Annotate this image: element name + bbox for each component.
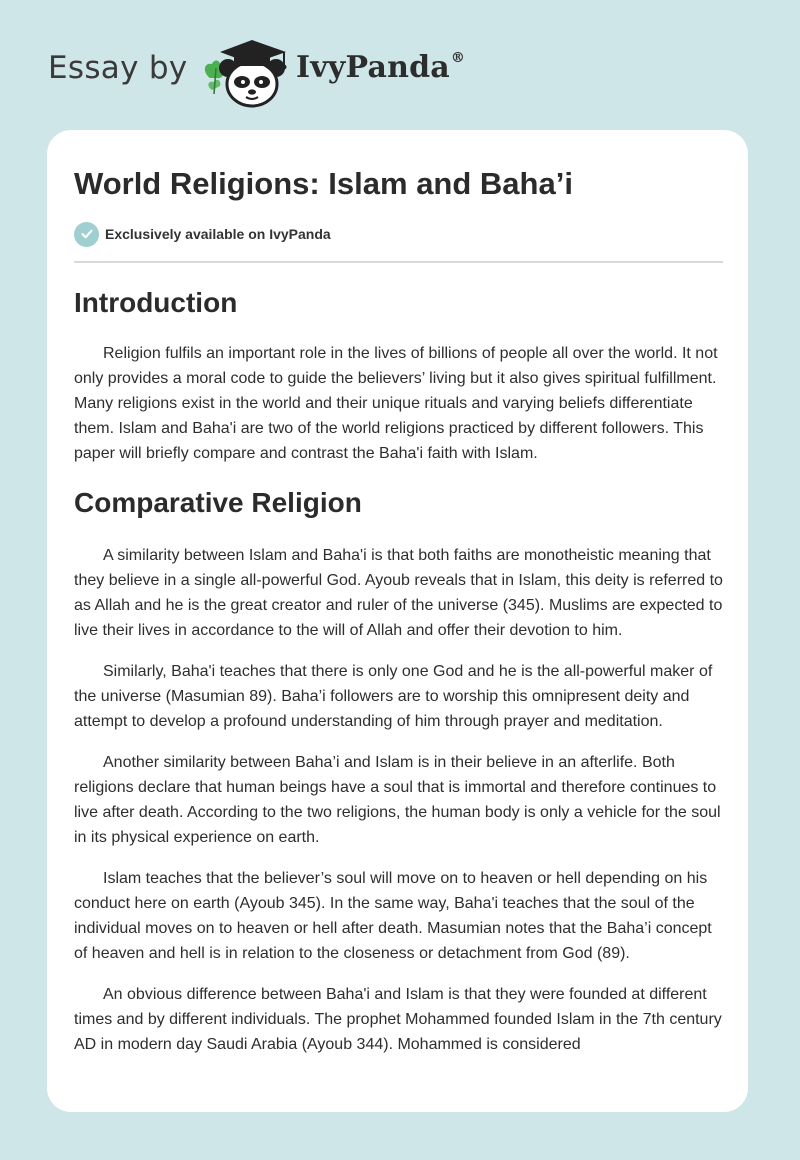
paragraph: Religion fulfils an important role in the lives of billions of people all over the world. It not only provides a moral code to guide the believers’ living but it also gives spiritual fulfillment. Many religions exist in the world and their unique rituals and varying beliefs differentiate them. Islam and Baha'i are two of the world religions practiced by different followers. This paper will briefly compare and contrast the Baha'i faith with Islam. bbox=[74, 345, 718, 462]
exclusive-label: Exclusively available on IvyPanda bbox=[105, 226, 331, 242]
exclusive-badge bbox=[74, 221, 331, 247]
registered-mark: ® bbox=[450, 50, 466, 66]
paragraph: A similarity between Islam and Baha'i is that both faiths are monotheistic meaning that they believe in a single all-powerful God. Ayoub reveals that in Islam, this deity is referred to as Allah and he is the great creator and ruler of the universe (345). Muslims are expected to live their lives in accordance to the will of Allah and offer their devotion to him. bbox=[74, 547, 723, 639]
panda-graduate-icon bbox=[200, 34, 296, 110]
paragraph: An obvious difference between Baha'i and Islam is that they were founded at different times and by different individuals. The prophet Mohammed founded Islam in the 7th century AD in modern day Saudi Arabia (Ayoub 344). Mohammed is considered bbox=[74, 986, 722, 1053]
paragraph: Similarly, Baha'i teaches that there is only one God and he is the all-powerful maker of the universe (Masumian 89). Baha’i followers are to worship this omnipresent deity and attempt to develop a profound understanding of him through prayer and meditation. bbox=[74, 663, 713, 730]
title-divider bbox=[74, 261, 723, 263]
ivypanda-logo[interactable] bbox=[200, 34, 296, 110]
site-header bbox=[48, 34, 508, 110]
essay-card bbox=[47, 130, 748, 1112]
essay-body bbox=[74, 282, 724, 1057]
section-heading-comparative-religion: Comparative Religion bbox=[74, 487, 362, 518]
brand-name[interactable]: IvyPanda® bbox=[296, 50, 466, 85]
section-heading-introduction: Introduction bbox=[74, 287, 238, 318]
essay-by-label: Essay by bbox=[48, 50, 188, 86]
paragraph: Islam teaches that the believer’s soul will move on to heaven or hell depending on his conduct here on earth (Ayoub 345). In the same way, Baha'i teaches that the soul of the individual moves on to heaven or hell after death. Masumian notes that the Baha’i concept of heaven and hell is in relation to the closeness or detachment from God (89). bbox=[74, 870, 712, 962]
check-circle-icon bbox=[74, 222, 99, 247]
essay-title: World Religions: Islam and Baha’i bbox=[74, 166, 573, 201]
paragraph: Another similarity between Baha’i and Islam is in their believe in an afterlife. Both religions declare that human beings have a soul that is immortal and therefore continues to live after death. According to the two religions, the human body is only a vehicle for the soul in its physical experience on earth. bbox=[74, 754, 721, 846]
